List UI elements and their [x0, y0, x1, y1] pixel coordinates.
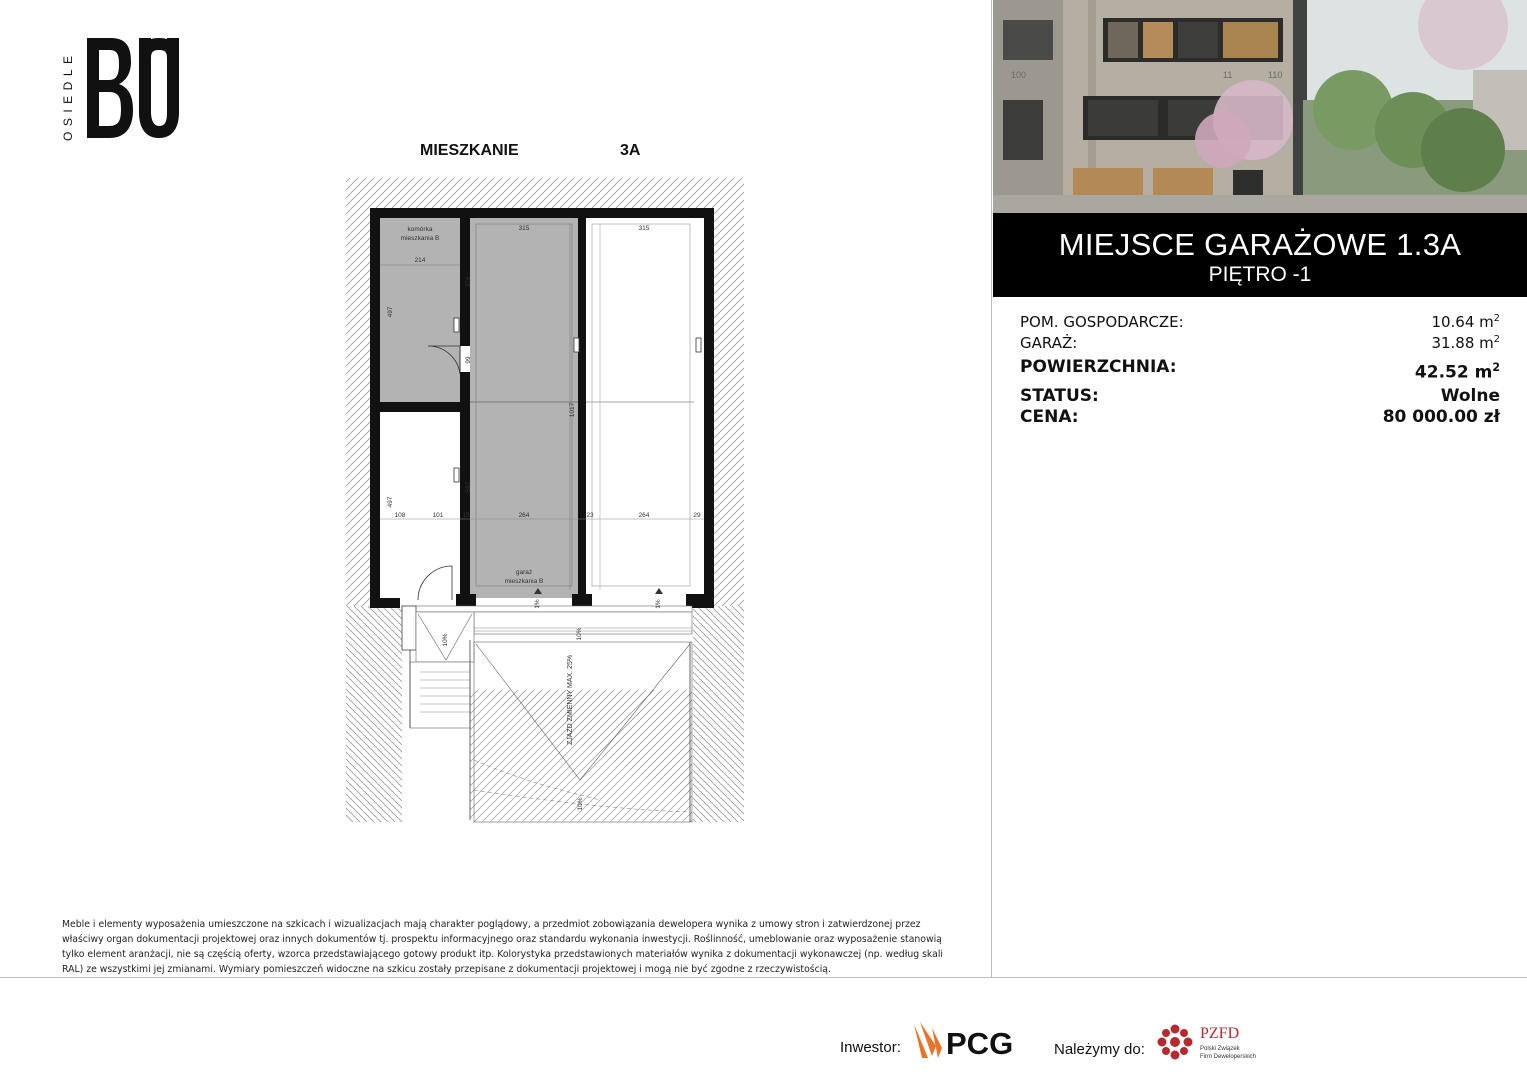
slope-4: 10%: [576, 627, 583, 641]
spec-row-garage: [1020, 334, 1500, 352]
dim-497a: 497: [387, 306, 394, 318]
floor-plan: [344, 176, 746, 824]
dim-101: 101: [432, 512, 444, 519]
dim-23: 23: [586, 512, 594, 519]
logo-side-label: OSIEDLE: [61, 50, 75, 141]
listing-header: [993, 213, 1527, 297]
dim-214: 214: [414, 257, 426, 264]
listing-title: MIEJSCE GARAŻOWE 1.3A: [1058, 227, 1462, 262]
investor-label: Inwestor:: [840, 1039, 901, 1056]
dim-29: 29: [693, 512, 701, 519]
house-number-3: 110: [1268, 70, 1283, 80]
member-label: Należymy do:: [1054, 1041, 1145, 1058]
spec-row-storage: [1020, 313, 1500, 331]
building-visualization: [993, 0, 1527, 213]
dim-497b: 497: [387, 496, 394, 508]
osiedle-bo-logo: [55, 30, 195, 145]
logo-side-text: [55, 35, 81, 145]
footer-divider: [0, 977, 1527, 978]
spec-label: STATUS:: [1020, 386, 1099, 406]
slope-5: 10%: [577, 797, 584, 811]
spec-row-price: [1020, 407, 1500, 427]
spec-value: Wolne: [1440, 386, 1500, 406]
soil-hatch-left: [346, 606, 402, 822]
house-number-1: 100: [1011, 70, 1027, 80]
pzfd-sub-2: Firm Deweloperskich: [1200, 1054, 1257, 1060]
ramp-label: ZJAZD ZMIENNY MAX. 25%: [567, 654, 574, 746]
logo-mark-icon: [85, 36, 181, 140]
spec-row-status: [1020, 386, 1500, 406]
panel-divider-vertical: [991, 0, 992, 978]
storage-label-2: mieszkania B: [400, 235, 440, 242]
spec-value: 10.64 $m^2$: [1431, 313, 1500, 331]
dim-315b: 315: [638, 225, 650, 232]
dim-587: 587: [465, 481, 472, 493]
pcg-logo: [910, 1018, 1025, 1063]
dim-264b: 264: [638, 512, 650, 519]
pzfd-sub-1: Polski Związek: [1200, 1046, 1240, 1052]
pzfd-logo: [1155, 1020, 1275, 1065]
garage-b: [470, 218, 578, 598]
dim-376: 376: [465, 276, 472, 288]
spec-label: POWIERZCHNIA:: [1020, 356, 1177, 377]
soil-hatch-right: [693, 606, 744, 822]
dim-99: 99: [465, 356, 472, 364]
dim-15: 15: [462, 512, 470, 519]
spec-value: 42.52 $m^2$: [1414, 361, 1500, 383]
pzfd-flower-icon: [1158, 1025, 1193, 1060]
slope-1: 1%: [534, 599, 541, 609]
spec-label: CENA:: [1020, 407, 1079, 427]
slope-3: 10%: [442, 633, 449, 647]
disclaimer-text: Meble i elementy wyposażenia umieszczone na szkicach i wizualizacjach mają charakter poglądowy, a przedmiot zobowiązania dewelopera wynika z umowy stron i zatwierdzonej przez właściwy organ dokumentacji projektowej oraz innych dokumentów tj. prospektu informacyjnego oraz standardu wykonania inwestycji. Roślinność, umeblowanie oraz wyposażenie stanowią tylko element aranżacji, nie są częścią oferty, wzorca przedstawiającego gotowy produkt itp. Kolorystyka przedstawionych materiałów wynika z dokumentacji wykonawczej (np. według skali RAL) ze wszystkimi jej zmianami. Wymiary pomieszczeń widoczne na szkicu zostały przepisane z dokumentacji projektowej i mogą nie być zgodne z rzeczywistością.: [62, 919, 944, 975]
plan-title-value: 3A: [620, 142, 641, 159]
listing-floor: PIĘTRO -1: [1208, 263, 1312, 286]
spec-row-area: [1020, 355, 1500, 383]
dim-315a: 315: [518, 225, 530, 232]
pzfd-logo-text: PZFD: [1200, 1025, 1240, 1042]
dim-1017: 1017: [569, 402, 576, 418]
garage-label-2: mieszkania B: [504, 578, 544, 585]
garage-label-1: garaż: [515, 569, 533, 576]
pcg-logo-text: PCG: [946, 1026, 1014, 1061]
dim-264a: 264: [518, 512, 530, 519]
dim-108: 108: [394, 512, 406, 519]
plan-title-label: MIESZKANIE: [420, 142, 519, 159]
spec-label: GARAŻ:: [1020, 334, 1078, 352]
spec-value: 31.88 $m^2$: [1431, 334, 1500, 352]
spec-label: POM. GOSPODARCZE:: [1020, 313, 1184, 331]
spec-value: 80 000.00 zł: [1382, 407, 1500, 427]
storage-label-1: komórka: [407, 226, 433, 233]
slope-2: 1%: [655, 599, 662, 609]
house-number-2: 11: [1223, 70, 1233, 80]
